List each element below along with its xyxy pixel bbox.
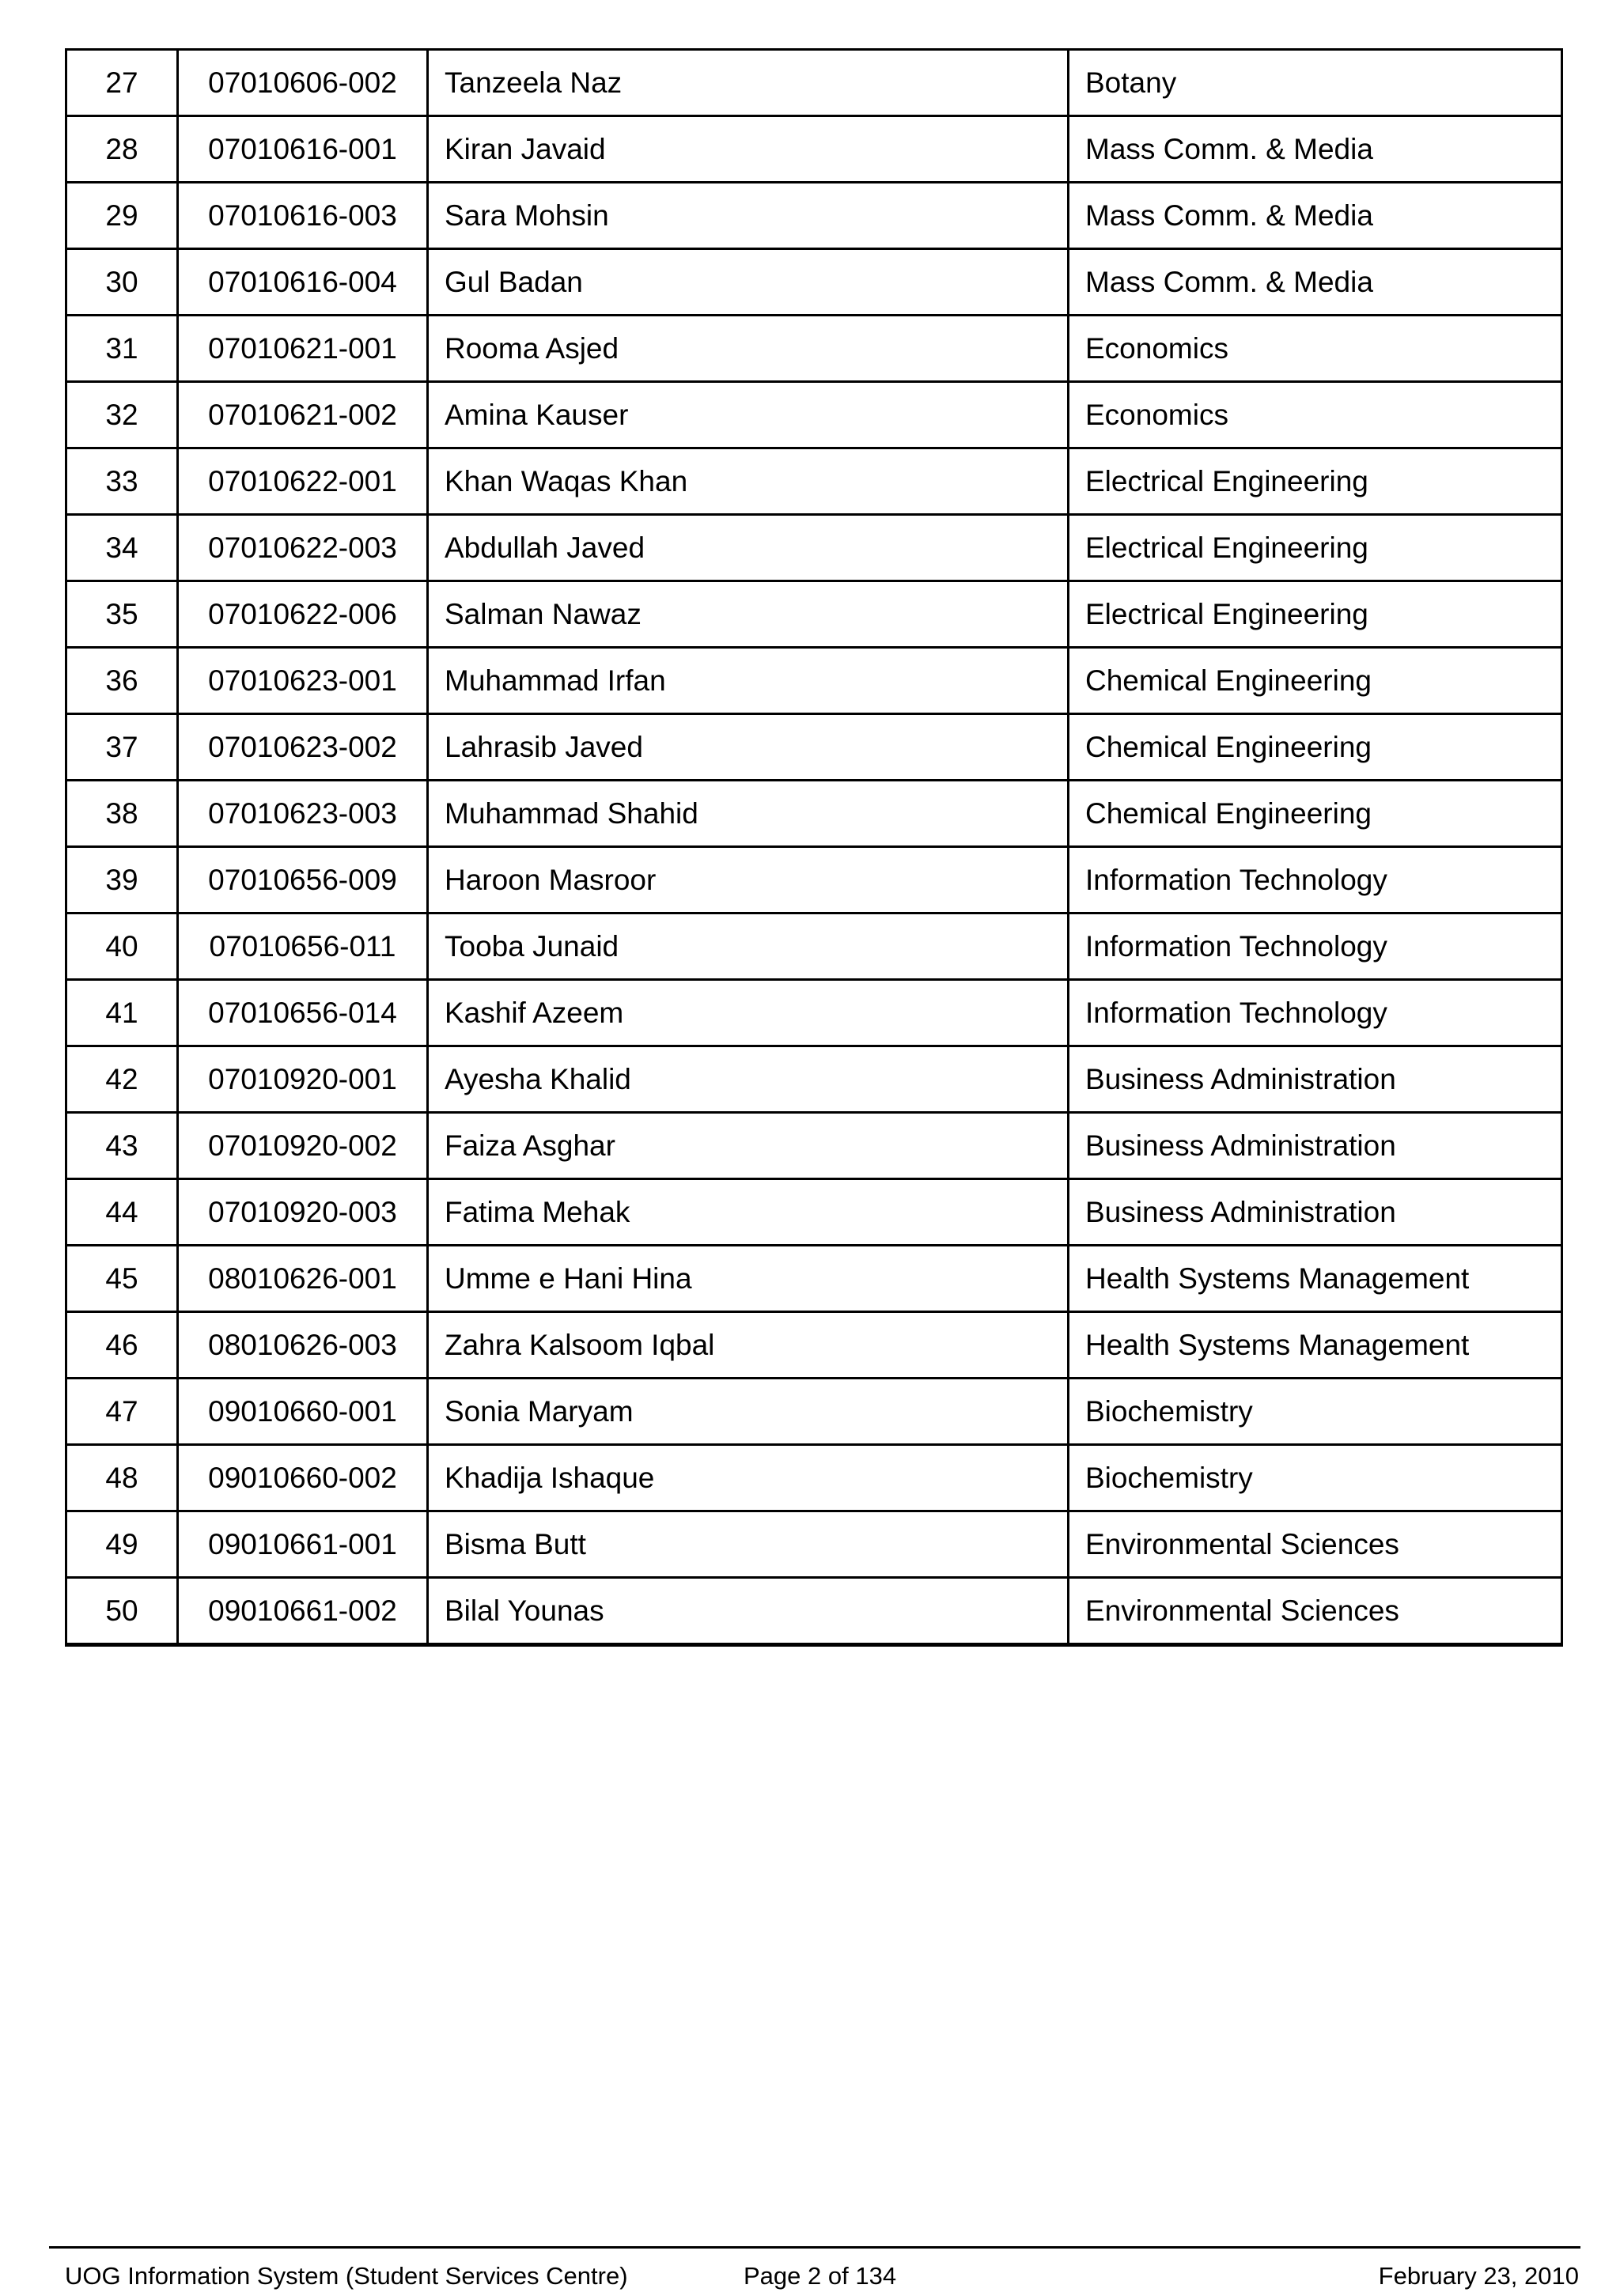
department-cell: Information Technology: [1069, 913, 1562, 980]
serial-number-cell: 35: [66, 581, 178, 648]
department-cell: Biochemistry: [1069, 1379, 1562, 1445]
department-cell: Information Technology: [1069, 847, 1562, 913]
department-cell: Business Administration: [1069, 1113, 1562, 1179]
student-name-cell: Abdullah Javed: [428, 515, 1069, 581]
student-list-body: [66, 50, 1562, 1645]
roll-number-cell: 07010656-011: [178, 913, 428, 980]
footer-divider: [49, 2246, 1580, 2249]
table-row: [66, 382, 1562, 448]
roll-number-cell: 07010616-001: [178, 116, 428, 183]
roll-number-cell: 07010920-001: [178, 1046, 428, 1113]
roll-number-cell: 07010622-001: [178, 448, 428, 515]
serial-number-cell: 32: [66, 382, 178, 448]
serial-number-cell: 34: [66, 515, 178, 581]
roll-number-cell: 07010606-002: [178, 50, 428, 116]
department-cell: Mass Comm. & Media: [1069, 183, 1562, 249]
department-cell: Information Technology: [1069, 980, 1562, 1046]
student-name-cell: Umme e Hani Hina: [428, 1246, 1069, 1312]
roll-number-cell: 07010920-003: [178, 1179, 428, 1246]
department-cell: Business Administration: [1069, 1179, 1562, 1246]
table-row: [66, 1312, 1562, 1379]
department-cell: Chemical Engineering: [1069, 648, 1562, 714]
table-row: [66, 1445, 1562, 1511]
table-row: [66, 448, 1562, 515]
serial-number-cell: 42: [66, 1046, 178, 1113]
student-name-cell: Khadija Ishaque: [428, 1445, 1069, 1511]
student-list-table: [65, 48, 1563, 1647]
department-cell: Chemical Engineering: [1069, 714, 1562, 781]
department-cell: Health Systems Management: [1069, 1246, 1562, 1312]
table-row: [66, 1246, 1562, 1312]
roll-number-cell: 07010616-003: [178, 183, 428, 249]
department-cell: Electrical Engineering: [1069, 448, 1562, 515]
department-cell: Chemical Engineering: [1069, 781, 1562, 847]
roll-number-cell: 09010660-001: [178, 1379, 428, 1445]
roll-number-cell: 07010616-004: [178, 249, 428, 316]
student-name-cell: Salman Nawaz: [428, 581, 1069, 648]
serial-number-cell: 50: [66, 1578, 178, 1645]
department-cell: Electrical Engineering: [1069, 515, 1562, 581]
roll-number-cell: 07010920-002: [178, 1113, 428, 1179]
footer-page-number: Page 2 of 134: [744, 2262, 897, 2290]
table-row: [66, 249, 1562, 316]
student-name-cell: Kiran Javaid: [428, 116, 1069, 183]
department-cell: Health Systems Management: [1069, 1312, 1562, 1379]
table-row: [66, 183, 1562, 249]
serial-number-cell: 49: [66, 1511, 178, 1578]
table-row: [66, 1511, 1562, 1578]
table-row: [66, 581, 1562, 648]
student-name-cell: Bilal Younas: [428, 1578, 1069, 1645]
serial-number-cell: 44: [66, 1179, 178, 1246]
serial-number-cell: 48: [66, 1445, 178, 1511]
department-cell: Botany: [1069, 50, 1562, 116]
department-cell: Economics: [1069, 382, 1562, 448]
table-row: [66, 781, 1562, 847]
table-row: [66, 50, 1562, 116]
serial-number-cell: 38: [66, 781, 178, 847]
student-name-cell: Lahrasib Javed: [428, 714, 1069, 781]
table-row: [66, 1113, 1562, 1179]
student-name-cell: Amina Kauser: [428, 382, 1069, 448]
roll-number-cell: 09010661-002: [178, 1578, 428, 1645]
table-row: [66, 714, 1562, 781]
department-cell: Environmental Sciences: [1069, 1578, 1562, 1645]
student-name-cell: Haroon Masroor: [428, 847, 1069, 913]
serial-number-cell: 36: [66, 648, 178, 714]
roll-number-cell: 07010623-003: [178, 781, 428, 847]
roll-number-cell: 07010656-009: [178, 847, 428, 913]
serial-number-cell: 40: [66, 913, 178, 980]
footer-date: February 23, 2010: [1378, 2262, 1579, 2290]
student-name-cell: Sonia Maryam: [428, 1379, 1069, 1445]
table-row: [66, 1179, 1562, 1246]
student-name-cell: Fatima Mehak: [428, 1179, 1069, 1246]
roll-number-cell: 07010656-014: [178, 980, 428, 1046]
serial-number-cell: 28: [66, 116, 178, 183]
table-row: [66, 316, 1562, 382]
table-row: [66, 1379, 1562, 1445]
roll-number-cell: 07010622-006: [178, 581, 428, 648]
student-name-cell: Tanzeela Naz: [428, 50, 1069, 116]
serial-number-cell: 37: [66, 714, 178, 781]
table-row: [66, 913, 1562, 980]
table-row: [66, 1578, 1562, 1645]
serial-number-cell: 45: [66, 1246, 178, 1312]
table-row: [66, 847, 1562, 913]
student-name-cell: Ayesha Khalid: [428, 1046, 1069, 1113]
roll-number-cell: 08010626-001: [178, 1246, 428, 1312]
table-row: [66, 648, 1562, 714]
student-name-cell: Muhammad Shahid: [428, 781, 1069, 847]
roll-number-cell: 07010623-002: [178, 714, 428, 781]
department-cell: Business Administration: [1069, 1046, 1562, 1113]
department-cell: Mass Comm. & Media: [1069, 249, 1562, 316]
serial-number-cell: 39: [66, 847, 178, 913]
roll-number-cell: 09010660-002: [178, 1445, 428, 1511]
student-name-cell: Bisma Butt: [428, 1511, 1069, 1578]
roll-number-cell: 09010661-001: [178, 1511, 428, 1578]
roll-number-cell: 07010621-001: [178, 316, 428, 382]
department-cell: Economics: [1069, 316, 1562, 382]
student-name-cell: Muhammad Irfan: [428, 648, 1069, 714]
student-name-cell: Tooba Junaid: [428, 913, 1069, 980]
student-name-cell: Sara Mohsin: [428, 183, 1069, 249]
student-name-cell: Khan Waqas Khan: [428, 448, 1069, 515]
student-name-cell: Rooma Asjed: [428, 316, 1069, 382]
serial-number-cell: 29: [66, 183, 178, 249]
department-cell: Biochemistry: [1069, 1445, 1562, 1511]
serial-number-cell: 33: [66, 448, 178, 515]
table-row: [66, 1046, 1562, 1113]
department-cell: Mass Comm. & Media: [1069, 116, 1562, 183]
serial-number-cell: 46: [66, 1312, 178, 1379]
serial-number-cell: 43: [66, 1113, 178, 1179]
serial-number-cell: 30: [66, 249, 178, 316]
footer-system-name: UOG Information System (Student Services Centre): [65, 2262, 628, 2290]
table-row: [66, 116, 1562, 183]
department-cell: Environmental Sciences: [1069, 1511, 1562, 1578]
student-name-cell: Gul Badan: [428, 249, 1069, 316]
serial-number-cell: 27: [66, 50, 178, 116]
department-cell: Electrical Engineering: [1069, 581, 1562, 648]
serial-number-cell: 41: [66, 980, 178, 1046]
student-name-cell: Zahra Kalsoom Iqbal: [428, 1312, 1069, 1379]
serial-number-cell: 31: [66, 316, 178, 382]
table-row: [66, 515, 1562, 581]
serial-number-cell: 47: [66, 1379, 178, 1445]
roll-number-cell: 08010626-003: [178, 1312, 428, 1379]
roll-number-cell: 07010622-003: [178, 515, 428, 581]
roll-number-cell: 07010623-001: [178, 648, 428, 714]
student-name-cell: Kashif Azeem: [428, 980, 1069, 1046]
roll-number-cell: 07010621-002: [178, 382, 428, 448]
student-name-cell: Faiza Asghar: [428, 1113, 1069, 1179]
table-row: [66, 980, 1562, 1046]
